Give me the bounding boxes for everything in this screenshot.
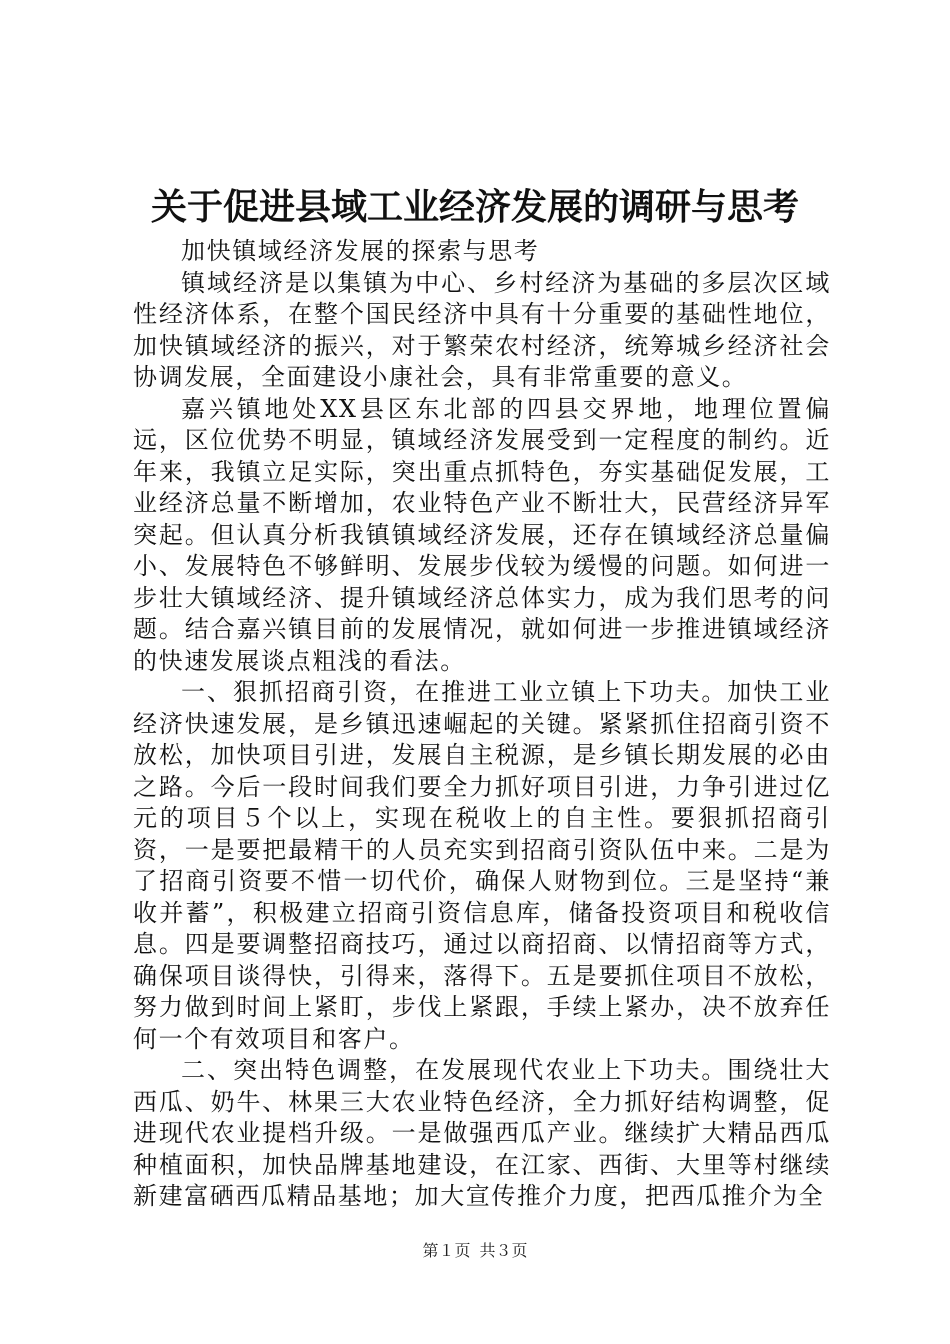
page-total: 共３页 [479,1241,528,1260]
paragraph-2: 嘉兴镇地处XX县区东北部的四县交界地，地理位置偏远，区位优势不明显，镇域经济发展受到一定程度的制约。近年来，我镇立足实际，突出重点抓特色，夯实基础促发展，工业经济总量不断增加，农业特色产业不断壮大，民营经济异军突起。但认真分析我镇镇域经济发展，还存在镇域经济总量偏小、发展特色不够鲜明、发展步伐较为缓慢的问题。如何进一步壮大镇域经济、提升镇域经济总体实力，成为我们思考的问题。结合嘉兴镇目前的发展情况，就如何进一步推进镇域经济的快速发展谈点粗浅的看法。 [133,394,831,675]
paragraph-4: 二、突出特色调整，在发展现代农业上下功夫。围绕壮大西瓜、奶牛、林果三大农业特色经济，全力抓好结构调整，促进现代农业提档升级。一是做强西瓜产业。继续扩大精品西瓜种植面积，加快品牌基地建设，在江家、西街、大里等村继续新建富硒西瓜精品基地；加大宣传推介力度，把西瓜推介为全 [133,1056,831,1210]
document-subtitle: 加快镇域经济发展的探索与思考 [181,237,540,265]
paragraph-3: 一、狠抓招商引资，在推进工业立镇上下功夫。加快工业经济快速发展，是乡镇迅速崛起的关键。紧紧抓住招商引资不放松，加快项目引进，发展自主税源，是乡镇长期发展的必由之路。今后一段时间我们要全力抓好项目引进，力争引进过亿元的项目５个以上，实现在税收上的自主性。要狠抓招商引资，一是要把最精干的人员充实到招商引资队伍中来。二是为了招商引资要不惜一切代价，确保人财物到位。三是坚持“兼收并蓄”，积极建立招商引资信息库，储备投资项目和税收信息。四是要调整招商技巧，通过以商招商、以情招商等方式，确保项目谈得快，引得来，落得下。五是要抓住项目不放松，努力做到时间上紧盯，步伐上紧跟，手续上紧办，决不放弃任何一个有效项目和客户。 [133,678,831,1053]
paragraph-1: 镇域经济是以集镇为中心、乡村经济为基础的多层次区域性经济体系，在整个国民经济中具有十分重要的基础性地位，加快镇域经济的振兴，对于繁荣农村经济，统筹城乡经济社会协调发展，全面建设小康社会，具有非常重要的意义。 [133,268,831,391]
document-title: 关于促进县域工业经济发展的调研与思考 [150,186,799,228]
document-body [133,236,831,1213]
page-number: 第１页 [422,1241,471,1260]
page-footer [0,1240,950,1262]
